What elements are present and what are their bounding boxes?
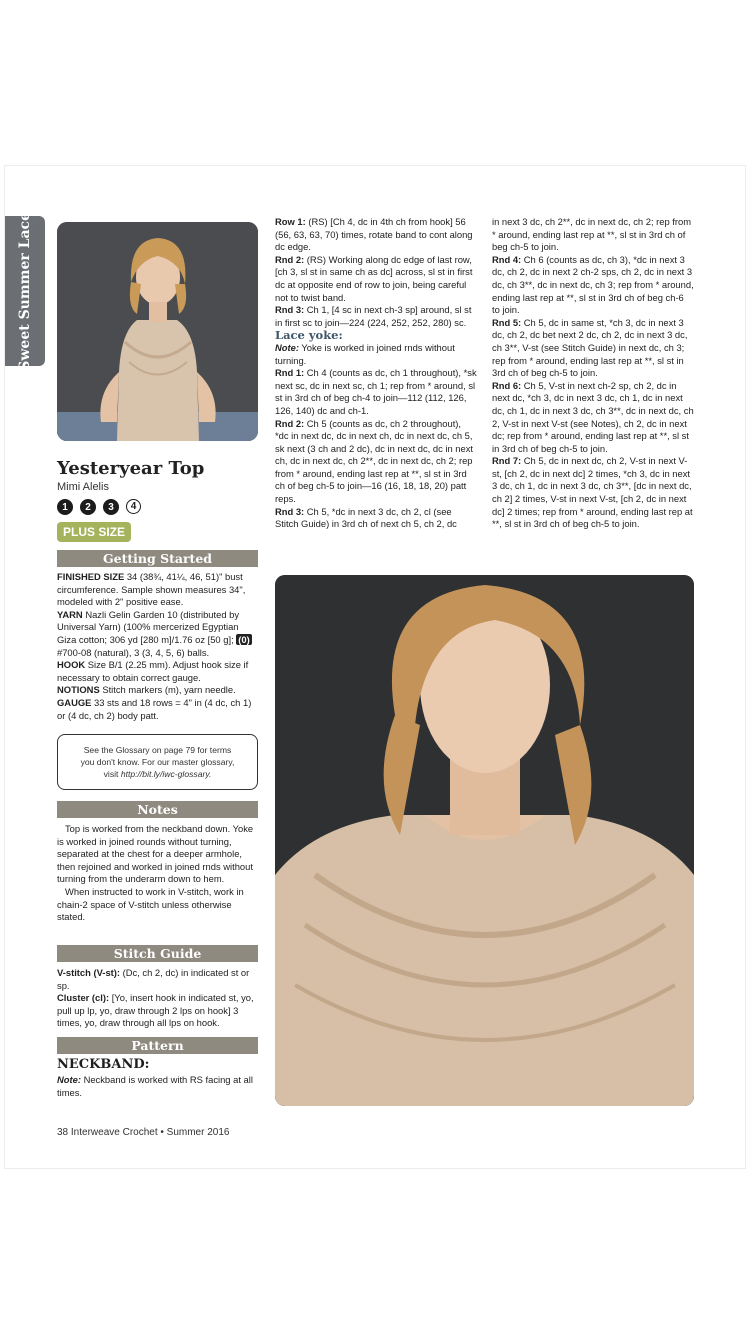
row-1-text: (RS) [Ch 4, dc in 4th ch from hook] 56 (56, 63, 63, 70) times, rotate band to cont along dc edge. bbox=[275, 216, 473, 253]
yoke-rnd-2-label: Rnd 2: bbox=[275, 417, 305, 429]
yoke-rnd-6-text: Ch 5, V-st in next ch-2 sp, ch 2, dc in next dc, *ch 3, dc in next 3 dc, ch 1, dc in next dc, ch 1, dc in next 3 dc, ch 3**, dc in next dc, ch 2, V-st in next V-st (see Notes), ch 2, dc in next dc; rep from * around, ending last rep at **, sl st in 3rd ch of beg ch-5 to join. bbox=[492, 379, 694, 454]
glossary-line-1: See the Glossary on page 79 for terms bbox=[83, 745, 232, 755]
yarn-value: Nazli Gelin Garden 10 (distributed by Universal Yarn) (100% mercerized Egyptian Giza cotton; 306 yd [280 m]/1.76 oz [50 g]; bbox=[57, 608, 240, 645]
hook-value: Size B/1 (2.25 mm). Adjust hook size if necessary to obtain correct gauge. bbox=[57, 659, 249, 683]
vst-label: V-stitch (V-st): bbox=[57, 967, 121, 978]
rnd-2-label: Rnd 2: bbox=[275, 253, 305, 265]
yoke-rnd-5-text: Ch 5, dc in same st, *ch 3, dc in next 3 dc, ch 2, dc bet next 2 dc, ch 2, dc in next 3 dc, ch 3**, V-st (see Stitch Guide) in next dc, ch 3; rep from * around, ending last rep at **, sl st in 3rd ch of beg ch-5 to join. bbox=[492, 316, 688, 379]
pattern-title: Yesteryear Top bbox=[57, 458, 205, 479]
neckband-heading: NECKBAND: bbox=[57, 1057, 150, 1072]
gauge-label: GAUGE bbox=[57, 696, 92, 708]
yoke-rnd-1-text: Ch 4 (counts as dc, ch 1 throughout), *sk next sc, dc in next sc, ch 1; rep from * around, sl st in 3rd ch of beg ch-4 to join—112 (112, 126, 126, 140) dc and ch-1. bbox=[275, 367, 477, 416]
yoke-rnd-4-label: Rnd 4: bbox=[492, 253, 522, 265]
yarn-value-cont: #700-08 (natural), 3 (3, 4, 5, 6) balls. bbox=[57, 646, 210, 658]
notes-header: Notes bbox=[57, 801, 258, 818]
model-photo-closeup bbox=[275, 575, 694, 1106]
glossary-line-3: visit bbox=[103, 769, 119, 779]
rnd-3-text: Ch 1, [4 sc in next ch-3 sp] around, sl st in first sc to join—224 (224, 252, 252, 280) sc. bbox=[275, 304, 472, 328]
skill-level-2-icon: 2 bbox=[80, 499, 96, 515]
skill-level-1-icon: 1 bbox=[57, 499, 73, 515]
yoke-rnd-3-label: Rnd 3: bbox=[275, 505, 305, 517]
rnd-3-label: Rnd 3: bbox=[275, 304, 305, 316]
glossary-link[interactable]: http://bit.ly/iwc-glossary. bbox=[120, 769, 212, 779]
yoke-note-label: Note: bbox=[275, 341, 299, 353]
glossary-line-2: you don't know. For our master glossary, bbox=[80, 757, 235, 767]
finished-size-label: FINISHED SIZE bbox=[57, 571, 125, 582]
finished-size-value: 34 (38¾, 41¼, 46, 51)" bust circumference. Sample shown measures 34", modeled with 2" positive ease. bbox=[57, 571, 246, 608]
yoke-rnd-6-label: Rnd 6: bbox=[492, 379, 522, 391]
stitch-guide-text bbox=[57, 967, 259, 1030]
yoke-rnd-7-label: Rnd 7: bbox=[492, 455, 522, 467]
getting-started-header: Getting Started bbox=[57, 550, 258, 567]
model-photo-full bbox=[57, 222, 258, 441]
skill-level-3-icon: 3 bbox=[103, 499, 119, 515]
yoke-rnd-5-label: Rnd 5: bbox=[492, 316, 522, 328]
side-tab-label: Sweet Summer Lace bbox=[17, 211, 33, 371]
pattern-header: Pattern bbox=[57, 1037, 258, 1054]
stitch-guide-header: Stitch Guide bbox=[57, 945, 258, 962]
section-side-tab bbox=[5, 211, 45, 371]
notes-paragraph-1: Top is worked from the neckband down. Yoke is worked in joined rounds without turning, separated at the chest for a deeper armhole, then rejoined and worked in joined rnds without turning from the underarm down to hem. bbox=[57, 823, 254, 885]
neckband-note-label: Note: bbox=[57, 1074, 81, 1085]
plus-size-badge: PLUS SIZE bbox=[57, 522, 131, 542]
hook-label: HOOK bbox=[57, 659, 86, 671]
column-3-text bbox=[492, 216, 694, 531]
getting-started-text bbox=[57, 571, 259, 722]
neckband-note bbox=[57, 1074, 259, 1099]
yoke-rnd-3-text: Ch 5, *dc in next 3 dc, ch 2, cl (see Stitch Guide) in 3rd ch of next ch 5, ch 2, dc bbox=[275, 505, 457, 530]
yoke-rnd-2-text: Ch 5 (counts as dc, ch 2 throughout), *dc in next dc, dc in next ch, dc in next dc, ch 5, sk next (3 ch and 2 dc), dc in next dc, dc in next ch, dc in next dc, ch 2**, dc in next dc, ch 2; rep from * around, ending last rep at **, sl st in 3rd ch of beg ch-5 to join—16 (16, 18, 18, 20) patt reps. bbox=[275, 417, 474, 505]
glossary-box bbox=[57, 734, 258, 790]
yoke-rnd-3-cont: in next 3 dc, ch 2**, dc in next dc, ch 2; rep from * around, ending last rep at **, sl st in 3rd ch of beg ch-5 to join. bbox=[492, 216, 692, 253]
yoke-rnd-1-label: Rnd 1: bbox=[275, 367, 305, 379]
lace-yoke-heading: Lace yoke: bbox=[275, 328, 343, 343]
column-2-text bbox=[275, 216, 477, 531]
gauge-value: 33 sts and 18 rows = 4" in (4 dc, ch 1) or (4 dc, ch 2) body patt. bbox=[57, 696, 252, 721]
yoke-rnd-4-text: Ch 6 (counts as dc, ch 3), *dc in next 3 dc, ch 2, dc in next 2 ch-2 sps, ch 2, dc in next 3 dc, ch 3**, dc in next dc, ch 3; rep from * around, ending last rep at **, sl st in 3rd ch of beg ch-6 to join. bbox=[492, 253, 694, 316]
cluster-value: [Yo, insert hook in indicated st, yo, pull up lp, yo, draw through 2 lps on hook] 3 times, yo, draw through all lps on hook. bbox=[57, 992, 254, 1029]
yoke-note-text: Yoke is worked in joined rnds without turning. bbox=[275, 341, 455, 366]
notes-paragraph-2: When instructed to work in V-stitch, work in chain-2 space of V-stitch unless otherwise stated. bbox=[57, 885, 244, 923]
designer-name: Mimi Alelis bbox=[57, 481, 109, 493]
notions-value: Stitch markers (m), yarn needle. bbox=[102, 684, 236, 696]
yarn-label: YARN bbox=[57, 608, 83, 620]
skill-levels bbox=[57, 499, 141, 515]
rnd-2-text: (RS) Working along dc edge of last row, [ch 3, sl st in same ch as dc] across, sl st in first dc at opposite end of row to join, being careful not to twist band. bbox=[275, 253, 473, 303]
yarn-weight-icon: (0) bbox=[238, 633, 250, 645]
cluster-label: Cluster (cl): bbox=[57, 992, 110, 1004]
notions-label: NOTIONS bbox=[57, 684, 100, 696]
neckband-note-value: Neckband is worked with RS facing at all times. bbox=[57, 1074, 253, 1098]
notes-text bbox=[57, 823, 259, 924]
page-footer: 38 Interweave Crochet • Summer 2016 bbox=[57, 1127, 230, 1138]
vst-value: (Dc, ch 2, dc) in indicated st or sp. bbox=[57, 967, 250, 991]
row-1-label: Row 1: bbox=[275, 216, 306, 227]
skill-level-4-icon: 4 bbox=[126, 499, 141, 514]
yoke-rnd-7-text: Ch 5, dc in next dc, ch 2, V-st in next V-st, [ch 2, dc in next dc] 2 times, *ch 3, dc in next 3 dc, ch 1, dc in next 3 dc, ch 3**, [dc in next dc, ch 2] 2 times, V-st in next V-st, [ch 2, dc in next dc] 2 times; rep from * around, ending last rep at **, sl st in 3rd ch of beg ch-5 to join. bbox=[492, 455, 693, 530]
